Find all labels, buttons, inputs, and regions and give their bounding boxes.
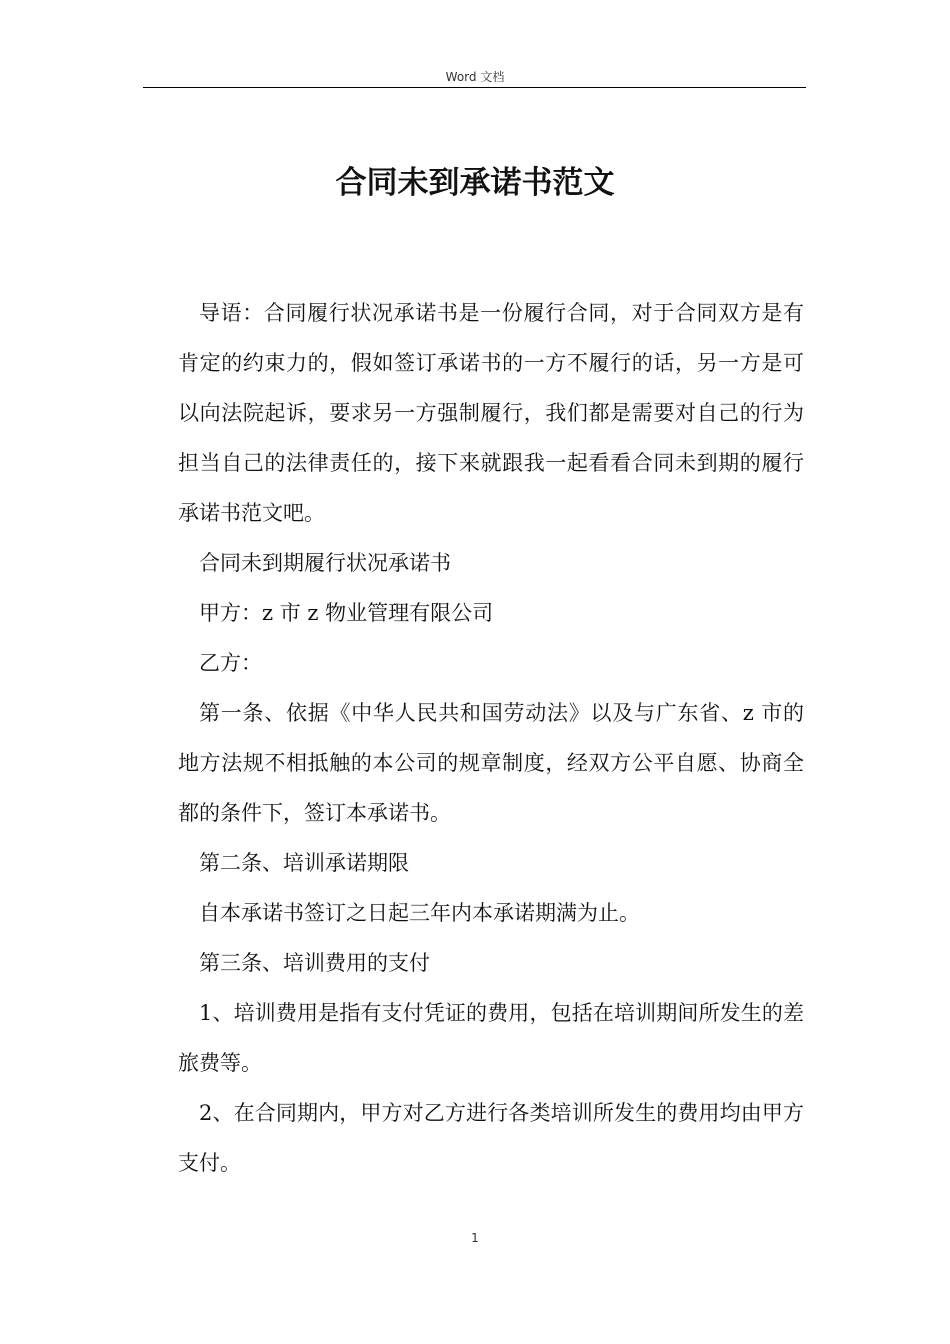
document-title: 合同未到承诺书范文 [335, 165, 615, 201]
page-number: 1 [471, 1231, 479, 1245]
paragraph-intro: 导语：合同履行状况承诺书是一份履行合同，对于合同双方是有肯定的约束力的，假如签订承诺书的一方不履行的话，另一方是可以向法院起诉，要求另一方强制履行，我们都是需要对自己的行为担当自己的法律责任的，接下来就跟我一起看看合同未到期的履行承诺书范文吧。 [178, 301, 804, 525]
paragraph-heading: 合同未到期履行状况承诺书 [199, 551, 451, 575]
header-divider [143, 87, 806, 88]
paragraph-article-3: 第三条、培训费用的支付 [199, 951, 430, 975]
document-body [178, 288, 804, 1188]
paragraph-item-1: 1、培训费用是指有支付凭证的费用，包括在培训期间所发生的差旅费等。 [178, 1001, 804, 1075]
paragraph-term: 自本承诺书签订之日起三年内本承诺期满为止。 [199, 901, 640, 925]
paragraph-party-b: 乙方： [199, 651, 262, 675]
paragraph-party-a: 甲方：z 市 z 物业管理有限公司 [199, 601, 494, 625]
page-header: Word 文档 [445, 70, 505, 84]
paragraph-item-2: 2、在合同期内，甲方对乙方进行各类培训所发生的费用均由甲方支付。 [178, 1101, 804, 1175]
paragraph-article-2: 第二条、培训承诺期限 [199, 851, 409, 875]
paragraph-article-1: 第一条、依据《中华人民共和国劳动法》以及与广东省、z 市的地方法规不相抵触的本公司的规章制度，经双方公平自愿、协商全都的条件下，签订本承诺书。 [178, 701, 804, 825]
